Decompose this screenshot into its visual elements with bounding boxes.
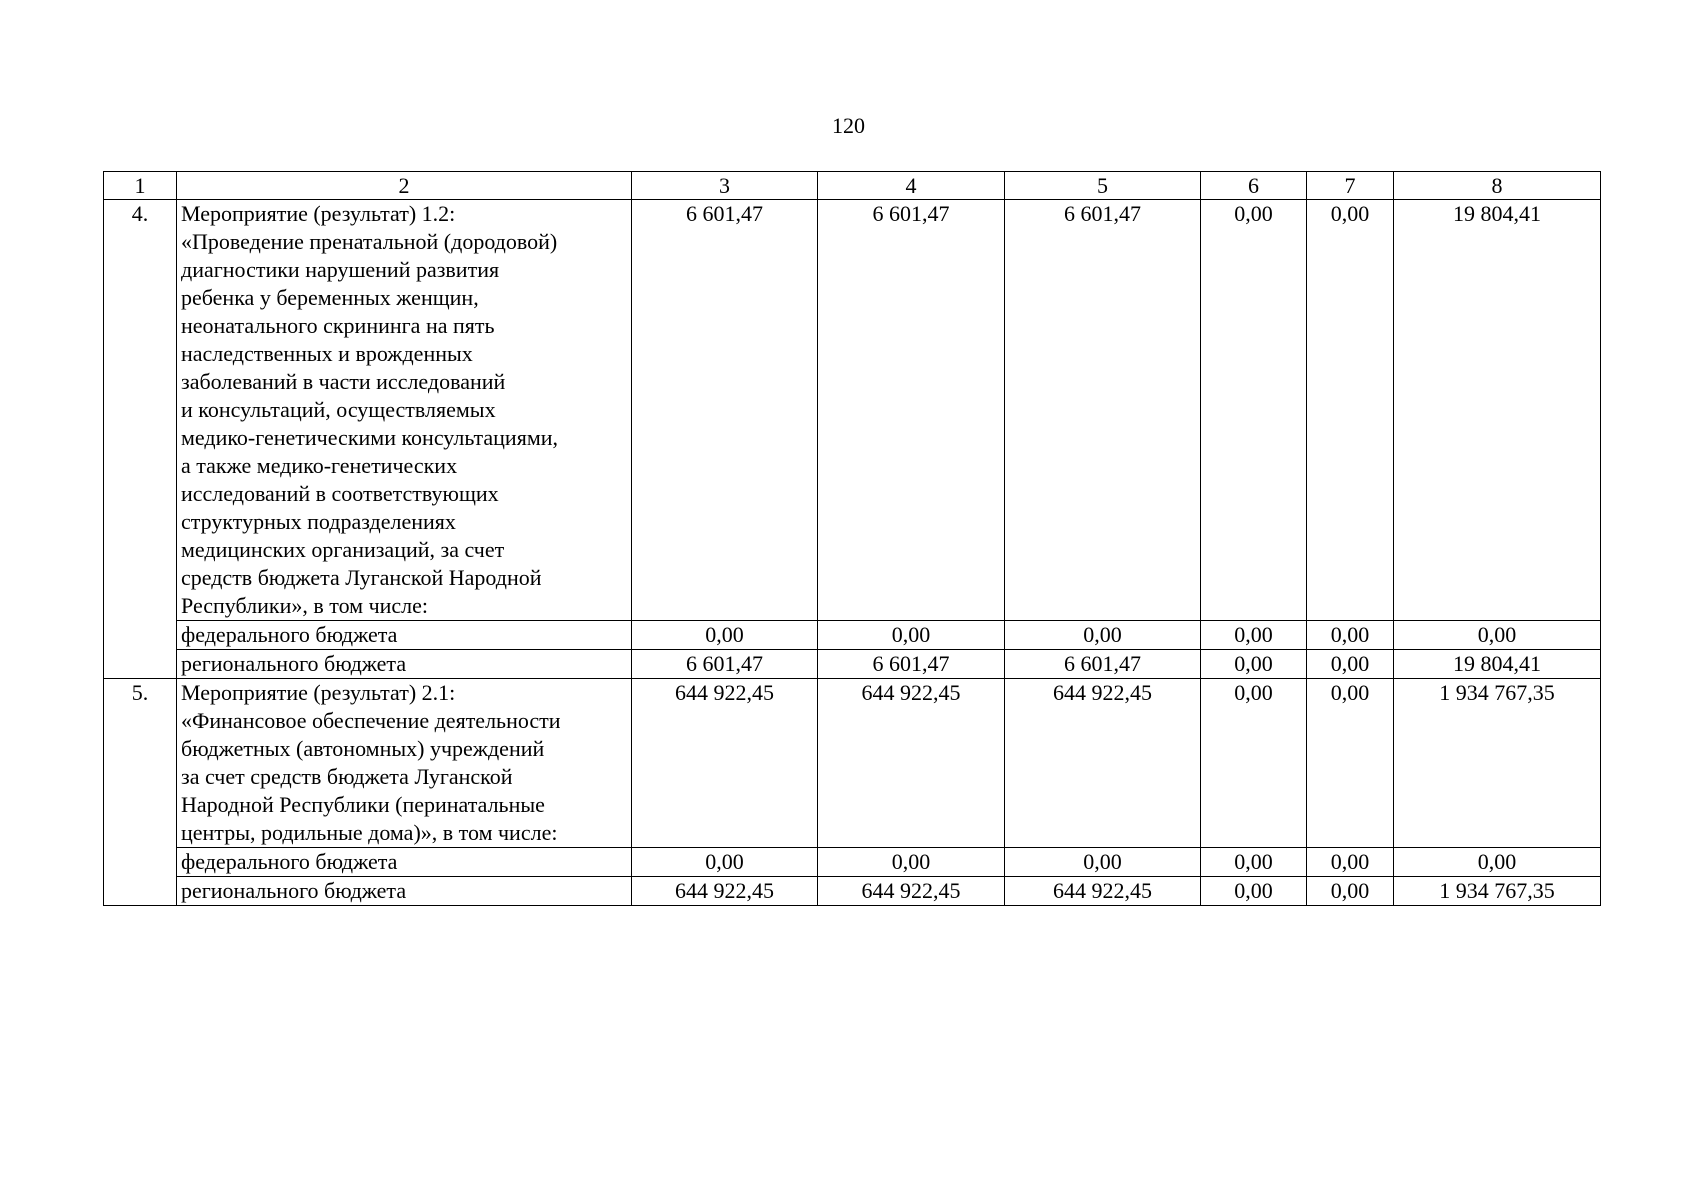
value-cell: 0,00 [1201, 848, 1307, 877]
value-cell: 19 804,41 [1394, 650, 1601, 679]
value-cell: 0,00 [1307, 679, 1394, 848]
table-row [104, 877, 1601, 906]
description-line: неонатального скрининга на пять [181, 313, 495, 338]
description-line: центры, родильные дома)», в том числе: [181, 820, 558, 845]
value-cell: 0,00 [1307, 650, 1394, 679]
table-header-row [104, 172, 1601, 200]
column-header: 3 [632, 172, 818, 200]
table-row [104, 679, 1601, 848]
value-cell: 0,00 [632, 848, 818, 877]
value-cell: 6 601,47 [818, 650, 1005, 679]
value-cell: 0,00 [1201, 877, 1307, 906]
subrow-label: регионального бюджета [177, 877, 632, 906]
column-header: 7 [1307, 172, 1394, 200]
value-cell: 0,00 [1307, 200, 1394, 621]
value-cell: 1 934 767,35 [1394, 877, 1601, 906]
value-cell: 0,00 [818, 621, 1005, 650]
description-line: заболеваний в части исследований [181, 369, 506, 394]
value-cell: 644 922,45 [818, 679, 1005, 848]
description-line: а также медико-генетических [181, 453, 458, 478]
description-line: наследственных и врожденных [181, 341, 473, 366]
value-cell: 0,00 [1005, 621, 1201, 650]
value-cell: 644 922,45 [632, 679, 818, 848]
table-row [104, 621, 1601, 650]
table-row [104, 200, 1601, 621]
column-header: 1 [104, 172, 177, 200]
subrow-label: федерального бюджета [177, 621, 632, 650]
column-header: 5 [1005, 172, 1201, 200]
column-header: 8 [1394, 172, 1601, 200]
description-line: «Проведение пренатальной (дородовой) [181, 229, 558, 254]
value-cell: 6 601,47 [632, 200, 818, 621]
description-line: Республики», в том числе: [181, 593, 429, 618]
value-cell: 0,00 [1201, 621, 1307, 650]
value-cell: 0,00 [818, 848, 1005, 877]
description-line: средств бюджета Луганской Народной [181, 565, 542, 590]
description-line: медико-генетическими консультациями, [181, 425, 559, 450]
value-cell: 644 922,45 [818, 877, 1005, 906]
description-line: структурных подразделениях [181, 509, 456, 534]
page-number: 120 [832, 113, 865, 138]
description-line: бюджетных (автономных) учреждений [181, 736, 545, 761]
value-cell: 0,00 [1201, 200, 1307, 621]
value-cell: 0,00 [1201, 679, 1307, 848]
row-description [177, 679, 632, 848]
description-line: ребенка у беременных женщин, [181, 285, 479, 310]
column-header: 2 [177, 172, 632, 200]
description-line: медицинских организаций, за счет [181, 537, 505, 562]
description-line: исследований в соответствующих [181, 481, 499, 506]
budget-table [103, 171, 1601, 906]
description-line: диагностики нарушений развития [181, 257, 500, 282]
description-line: Мероприятие (результат) 1.2: [181, 201, 456, 226]
value-cell: 644 922,45 [632, 877, 818, 906]
value-cell: 0,00 [1394, 848, 1601, 877]
value-cell: 6 601,47 [632, 650, 818, 679]
value-cell: 6 601,47 [1005, 200, 1201, 621]
table-row [104, 848, 1601, 877]
value-cell: 644 922,45 [1005, 679, 1201, 848]
description-line: Народной Республики (перинатальные [181, 792, 545, 817]
value-cell: 19 804,41 [1394, 200, 1601, 621]
value-cell: 0,00 [1307, 621, 1394, 650]
value-cell: 6 601,47 [1005, 650, 1201, 679]
value-cell: 0,00 [632, 621, 818, 650]
subrow-label: федерального бюджета [177, 848, 632, 877]
value-cell: 0,00 [1005, 848, 1201, 877]
description-line: и консультаций, осуществляемых [181, 397, 496, 422]
description-line: за счет средств бюджета Луганской [181, 764, 513, 789]
subrow-label: регионального бюджета [177, 650, 632, 679]
value-cell: 6 601,47 [818, 200, 1005, 621]
table-row [104, 650, 1601, 679]
value-cell: 0,00 [1307, 848, 1394, 877]
value-cell: 0,00 [1201, 650, 1307, 679]
value-cell: 0,00 [1394, 621, 1601, 650]
description-line: «Финансовое обеспечение деятельности [181, 708, 561, 733]
value-cell: 644 922,45 [1005, 877, 1201, 906]
row-index: 5. [104, 679, 177, 906]
value-cell: 0,00 [1307, 877, 1394, 906]
column-header: 4 [818, 172, 1005, 200]
column-header: 6 [1201, 172, 1307, 200]
row-description [177, 200, 632, 621]
row-index: 4. [104, 200, 177, 679]
value-cell: 1 934 767,35 [1394, 679, 1601, 848]
description-line: Мероприятие (результат) 2.1: [181, 680, 456, 705]
